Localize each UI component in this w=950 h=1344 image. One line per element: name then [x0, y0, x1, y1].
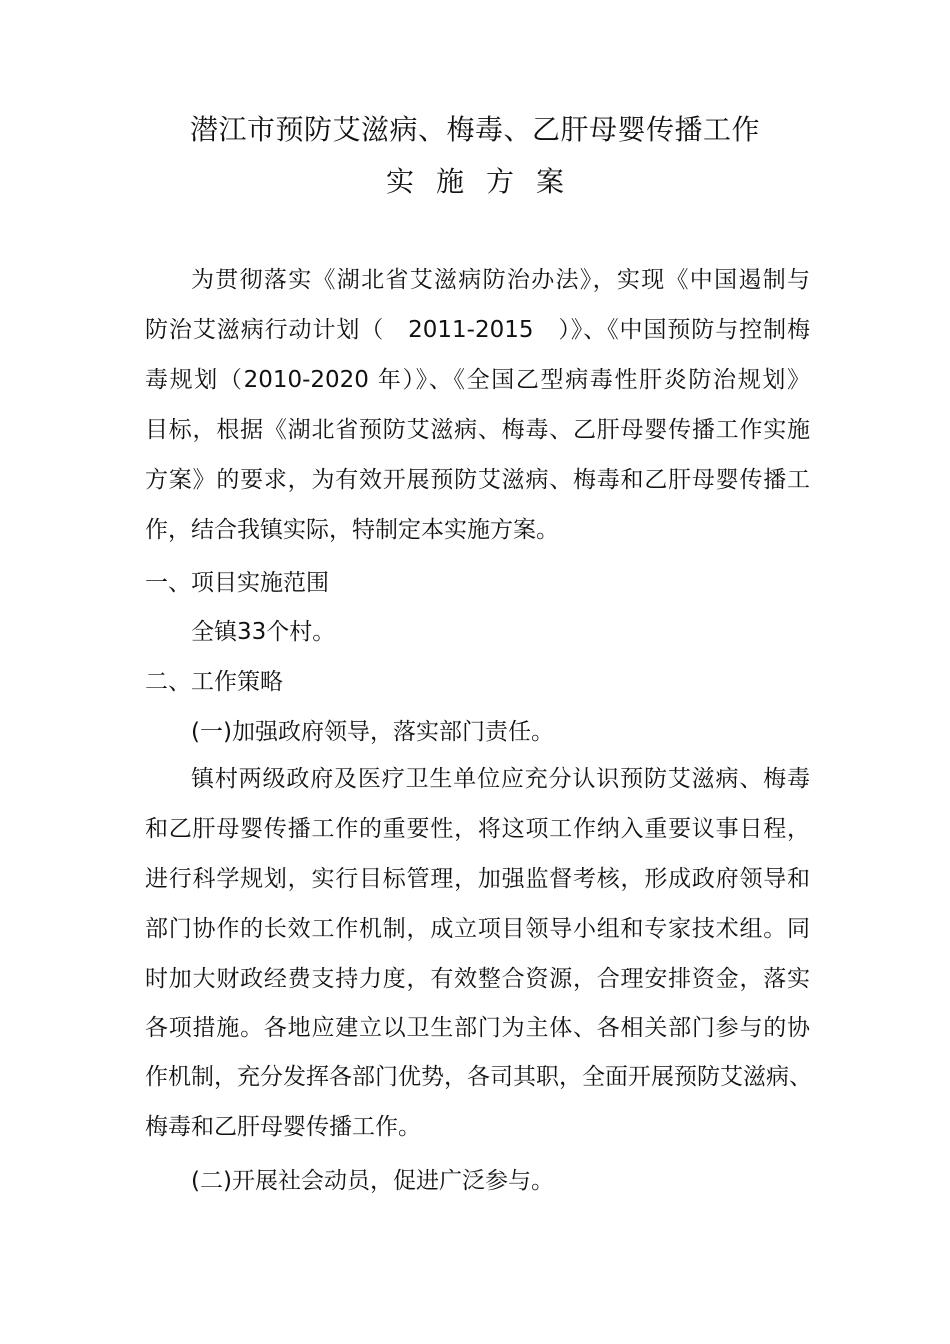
- subsection-heading: (二)开展社会动员，促进广泛参与。: [191, 1168, 554, 1194]
- subsection-paragraph-line: 作机制，充分发挥各部门优势，各司其职，全面开展预防艾滋病、: [145, 1064, 812, 1090]
- subsection-paragraph-line: 镇村两级政府及医疗卫生单位应充分认识预防艾滋病、梅毒: [191, 766, 810, 792]
- document-title: 潜江市预防艾滋病、梅毒、乙肝母婴传播工作: [189, 113, 760, 146]
- subsection-paragraph-line: 梅毒和乙肝母婴传播工作。: [145, 1114, 421, 1140]
- section-body: 全镇33个村。: [191, 619, 336, 645]
- intro-paragraph-line: 方案》的要求，为有效开展预防艾滋病、梅毒和乙肝母婴传播工: [145, 467, 810, 493]
- intro-paragraph-line: 为贯彻落实《湖北省艾滋病防治办法》，实现《中国遏制与: [191, 267, 810, 293]
- subsection-paragraph-line: 进行科学规划，实行目标管理，加强监督考核，形成政府领导和: [145, 866, 810, 892]
- intro-paragraph-line: 目标，根据《湖北省预防艾滋病、梅毒、乙肝母婴传播工作实施: [145, 417, 810, 443]
- document-subtitle: 实施方案: [385, 165, 586, 198]
- section-heading: 二、工作策略: [145, 669, 283, 695]
- section-heading: 一、项目实施范围: [145, 570, 329, 596]
- subsection-heading: (一)加强政府领导，落实部门责任。: [191, 719, 554, 745]
- intro-paragraph-line: 毒规划（2010-2020 年）》、《全国乙型病毒性肝炎防治规划》: [145, 367, 810, 393]
- intro-paragraph-line: 作，结合我镇实际，特制定本实施方案。: [145, 517, 559, 543]
- subsection-paragraph-line: 和乙肝母婴传播工作的重要性，将这项工作纳入重要议事日程，: [145, 816, 810, 842]
- subsection-paragraph-line: 部门协作的长效工作机制，成立项目领导小组和专家技术组。同: [145, 916, 810, 942]
- intro-paragraph-line: 防治艾滋病行动计划（ 2011-2015 ）》、《中国预防与控制梅: [145, 317, 810, 343]
- subsection-paragraph-line: 各项措施。各地应建立以卫生部门为主体、各相关部门参与的协: [145, 1015, 810, 1041]
- subsection-paragraph-line: 时加大财政经费支持力度，有效整合资源，合理安排资金，落实: [145, 966, 810, 992]
